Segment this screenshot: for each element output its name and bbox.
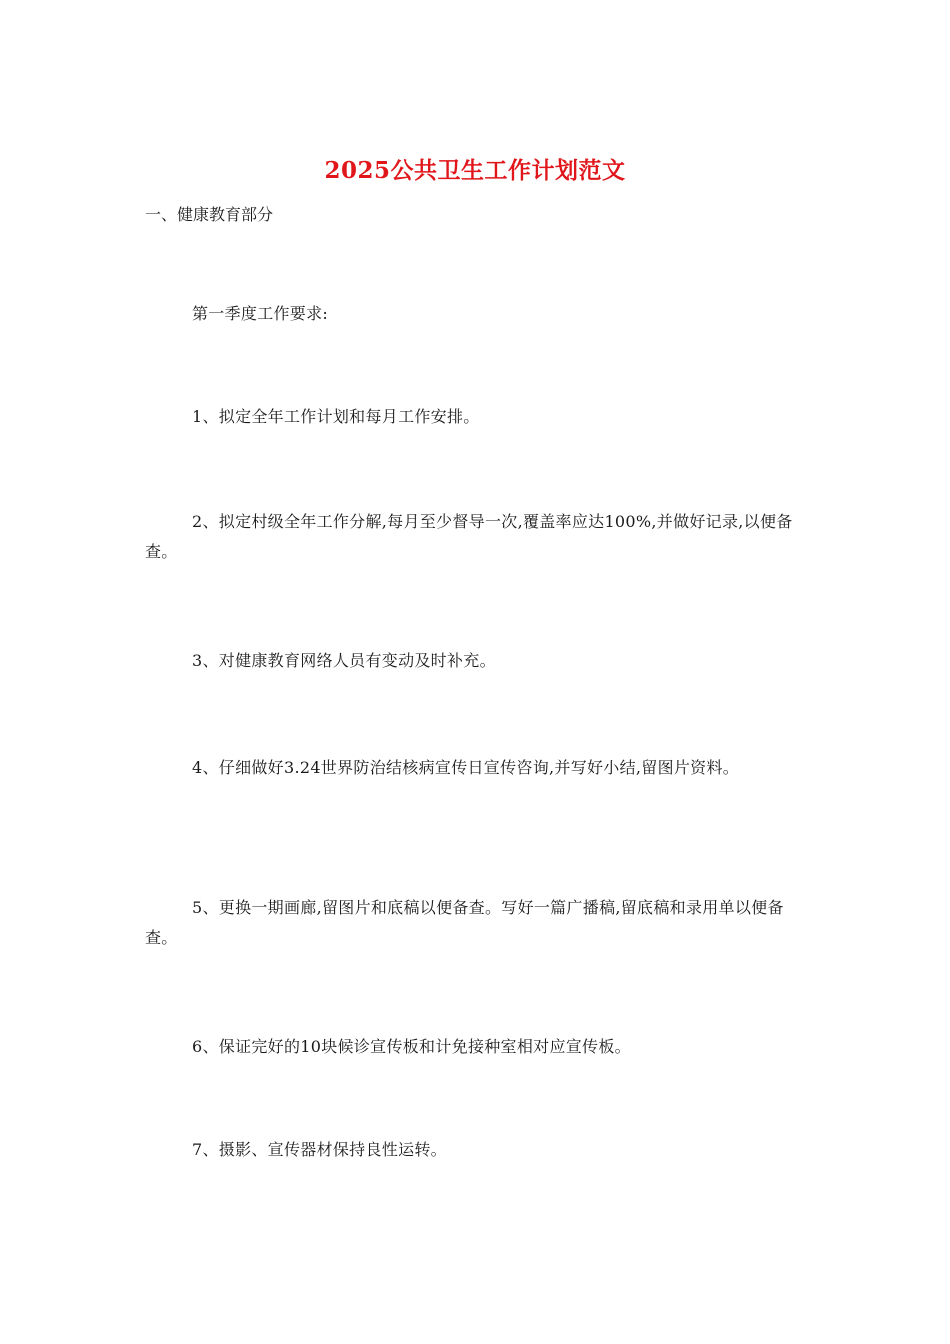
list-item: 4、仔细做好3.24世界防治结核病宣传日宣传咨询,并写好小结,留图片资料。 (192, 758, 740, 777)
list-item: 5、更换一期画廊,留图片和底稿以便备查。写好一篇广播稿,留底稿和录用单以便备查。 (145, 898, 784, 947)
list-item: 3、对健康教育网络人员有变动及时补充。 (192, 651, 496, 670)
quarter-heading: 第一季度工作要求: (192, 304, 329, 323)
list-item: 2、拟定村级全年工作分解,每月至少督导一次,覆盖率应达100%,并做好记录,以便备查。 (145, 512, 793, 561)
document-title: 2025公共卫生工作计划范文 (324, 157, 626, 184)
section-heading: 一、健康教育部分 (145, 205, 274, 224)
list-item: 7、摄影、宣传器材保持良性运转。 (192, 1140, 447, 1159)
list-item: 6、保证完好的10块候诊宣传板和计免接种室相对应宣传板。 (192, 1037, 631, 1056)
list-item: 1、拟定全年工作计划和每月工作安排。 (192, 407, 480, 426)
